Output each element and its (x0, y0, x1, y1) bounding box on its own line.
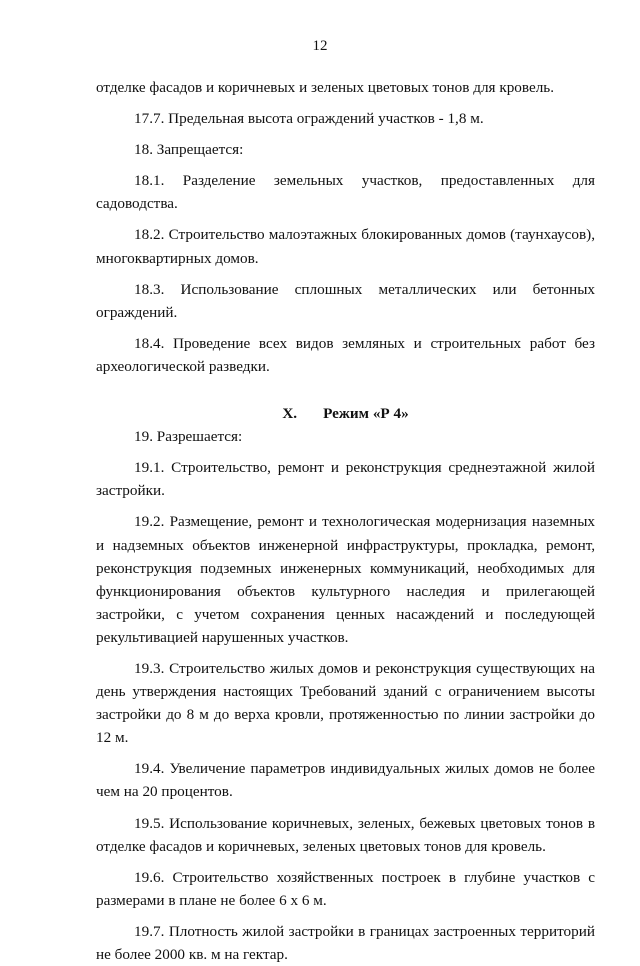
paragraph-18-4: 18.4. Проведение всех видов земляных и строительных работ без археологической разведки. (96, 334, 595, 375)
paragraph-19-1: 19.1. Строительство, ремонт и реконструкция среднеэтажной жилой застройки. (96, 459, 595, 500)
paragraph-continuation: отделке фасадов и коричневых и зеленых цветовых тонов для кровель. (96, 79, 555, 96)
paragraph-19: 19. Разрешается: (134, 428, 243, 446)
paragraph-19-7: 19.7. Плотность жилой застройки в границах застроенных территорий не более 2000 кв. м на гектар. (96, 922, 595, 963)
paragraph-19-6: 19.6. Строительство хозяйственных построек в глубине участков с размерами в плане не более 6 х 6 м. (96, 868, 595, 909)
paragraph-19-5: 19.5. Использование коричневых, зеленых, бежевых цветовых тонов в отделке фасадов и коричневых, зеленых цветовых тонов для кровель. (96, 814, 595, 855)
paragraph-18-2: 18.2. Строительство малоэтажных блокированных домов (таунхаусов), многоквартирных домов. (96, 226, 595, 267)
page-number: 12 (312, 38, 328, 54)
paragraph-18: 18. Запрещается: (134, 141, 244, 159)
paragraph-17-7: 17.7. Предельная высота ограждений участков - 1,8 м. (134, 110, 484, 128)
paragraph-18-3: 18.3. Использование сплошных металлических или бетонных ограждений. (96, 280, 595, 321)
paragraph-19-3: 19.3. Строительство жилых домов и реконструкция существующих на день утверждения настоящих Требований зданий с ограничением высоты застройки до 8 м до верха кровли, протяженностью по линии застройки до 12 м. (96, 659, 595, 747)
paragraph-18-1: 18.1. Разделение земельных участков, предоставленных для садоводства. (96, 172, 595, 213)
section-heading-title: Режим «Р 4» (323, 405, 409, 423)
paragraph-19-2: 19.2. Размещение, ремонт и технологическая модернизация наземных и надземных объектов инженерной инфраструктуры, прокладка, ремонт, реконструкция подземных инженерных коммуникаций, необходимых для функционирования объектов культурного наследия и прилегающей застройки, с учетом сохранения ценных насаждений и последующей рекультивацией нарушенных участков. (96, 513, 595, 646)
section-heading-number: X. (282, 405, 298, 423)
document-body (96, 76, 595, 966)
section-heading (96, 402, 595, 425)
paragraph-19-4: 19.4. Увеличение параметров индивидуальных жилых домов не более чем на 20 процентов. (96, 760, 595, 801)
